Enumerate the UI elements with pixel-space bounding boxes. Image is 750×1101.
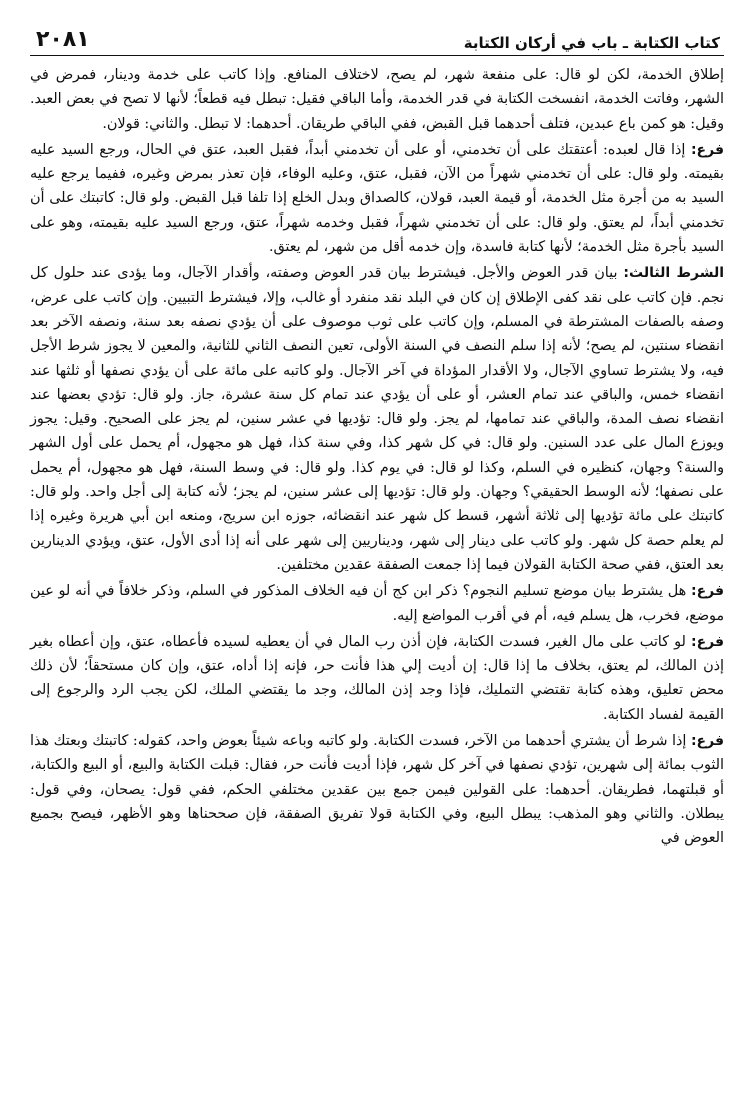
paragraph-lead: الشرط الثالث: xyxy=(623,265,724,282)
paragraph-lead: فرع: xyxy=(690,733,724,750)
paragraph xyxy=(30,261,724,577)
paragraph-text: بيان قدر العوض والأجل. فيشترط بيان قدر العوض وصفته، وأقدار الآجال، وما يؤدى عند حلول كل نجم. فإن كاتب على نقد كفى الإطلاق إن كان في البلد نقد منفرد أو غالب، وإلا، فيشترط التبيين. وإن كاتب على عرض، وصفه بالصفات المشترطة في المسلم، وإن كاتب على ثوب موصوف على أن يؤدي نصفه بعد سنة، ونصفه الآخر بعد انقضاء سنتين، لم يصح؛ لأنه إذا سلم النصف في السنة الأولى، تعين النصف الثاني للثانية، والمعين لا يجوز شرط الأجل فيه، ولا يشترط تساوي الآجال، ولا الأقدار المؤداة في آخر الآجال. ولو كاتبه على مائة على أن يؤدي نصفها أو ثلثها عند انقضاء خمس، والباقي عند تمام العشر، أو على أن يؤدي عند تمام كل سنة عشرة، جاز. ولو قال: تؤدي بعضها عند انقضاء نصف المدة، والباقي عند تمامها، لم يجز. ولو قال: تؤديها في عشر سنين، لم يجز على الصحيح. وقيل: يجوز ويوزع المال على عدد السنين. ولو قال: في كل شهر كذا، وفي سنة كذا، فهل هو مجهول، أم يحمل على أول الشهر والسنة؟ وجهان، كنظيره في السلم، وكذا لو قال: في يوم كذا. ولو قال: في وسط السنة، فهل هو مجهول، أم يحمل على نصفها؛ لأنه الوسط الحقيقي؟ وجهان. ولو قال: تؤديها إلى عشر سنين، لم يجز؛ لأنه كتابة إلى أجل واحد. ولو قال: كاتبتك على مائة تؤديها إلى ثلاثة أشهر، قسط كل شهر عند انقضائه، جوزه ابن سريج، ومنعه ابن أبي هريرة وغيره إذا لم يعلم حصة كل شهر. ولو كاتب على دينار إلى شهر، وديناريين إلى شهر على أنه إذا أدى الأول، عتق، ويؤدي الدينارين بعد العتق، ففي صحة الكتابة القولان فيما إذا جمعت الصفقة عقدين مختلفين. xyxy=(30,265,724,573)
paragraph-text: هل يشترط بيان موضع تسليم النجوم؟ ذكر ابن كج أن فيه الخلاف المذكور في السلم، وذكر خلافاً في أنه لو عين موضع، فخرب، هل يسلم فيه، أم في أقرب المواضع إليه. xyxy=(30,583,724,624)
paragraph xyxy=(30,579,724,628)
page-body xyxy=(30,63,724,851)
paragraph-text: إذا شرط أن يشتري أحدهما من الآخر، فسدت الكتابة. ولو كاتبه وباعه شيئاً بعوض واحد، كقوله: كاتبتك وبعتك هذا الثوب بمائة إلى شهرين، تؤدي نصفها في آخر كل شهر، فإذا أديت فأنت حر، فقال: قبلت الكتابة والبيع، أو البيع والكتابة، أو قبلتهما، فطريقان. أحدهما: على القولين فيمن جمع بين عقدين مختلفي الحكم، ففي قول: يصحان، وفي قول: يبطلان. والثاني وهو المذهب: يبطل البيع، وفي الكتابة قولا تفريق الصفقة، فإن صححناها وهو الأظهر، فيصح بجميع العوض في xyxy=(30,733,724,847)
header-rule xyxy=(30,55,724,56)
paragraph-text: إطلاق الخدمة، لكن لو قال: على منفعة شهر، لم يصح، لاختلاف المنافع. وإذا كاتب على خدمة ودينار، فمرض في الشهر، وفاتت الخدمة، انفسخت الكتابة في قدر الخدمة، وأما الباقي فقيل: تبطل فيه قطعاً؛ لأنها لا تصح في بعض العبد. وقيل: هو كمن باع عبدين، فتلف أحدهما قبل القبض، ففي الباقي طريقان. أحدهما: لا تبطل. والثاني: قولان. xyxy=(30,67,724,132)
paragraph xyxy=(30,630,724,727)
paragraph xyxy=(30,138,724,259)
running-title: كتاب الكتابة ـ باب في أركان الكتابة xyxy=(463,34,720,52)
running-header xyxy=(30,22,724,52)
paragraph-text: إذا قال لعبده: أعتقتك على أن تخدمني، أو على أن تخدمني أبداً، فقبل العبد، عتق في الحال، ورجع السيد عليه بقيمته. ولو قال: على أن تخدمني شهراً من الآن، فقبل، عتق، وعليه الوفاء، فإن تعذر بمرض وغيره، ففيما يرجع عليه السيد به من أجرة مثل الخدمة، أو قيمة العبد، قولان، كالصداق وبدل الخلع إذا تلفا قبل القبض. ولو قال: كاتبتك على أن تخدمني أبداً، لم يعتق. ولو قال: على أن تخدمني شهراً، فقبل وخدمه شهراً، عتق، ورجع السيد عليه بقيمته، وهو على السيد بأجرة مثل الخدمة؛ لأنها كتابة فاسدة، وإن خدمه أقل من شهر، لم يعتق. xyxy=(30,141,724,256)
paragraph xyxy=(30,729,724,850)
paragraph-text: لو كاتب على مال الغير، فسدت الكتابة، فإن أذن رب المال في أن يعطيه لسيده فأعطاه، عتق، وإن أعطاه بغير إذن المالك، لم يعتق، بخلاف ما إذا قال: إن أديت إلي هذا فأنت حر، فإنه إذا أداه، عتق، وإن كان مستحقاً؛ لأن ذلك محض تعليق، وهذه كتابة تقتضي التمليك، فإذا وجد إذن المالك، وجد ما يقتضي الملك، لكن يجب الرد والرجوع إلى القيمة لفساد الكتابة. xyxy=(30,633,724,723)
paragraph-lead: فرع: xyxy=(690,141,724,158)
paragraph-lead: فرع: xyxy=(690,633,725,650)
paragraph-lead: فرع: xyxy=(690,583,725,600)
paragraph xyxy=(30,63,724,136)
page-number: ٢٠٨١ xyxy=(36,27,90,52)
